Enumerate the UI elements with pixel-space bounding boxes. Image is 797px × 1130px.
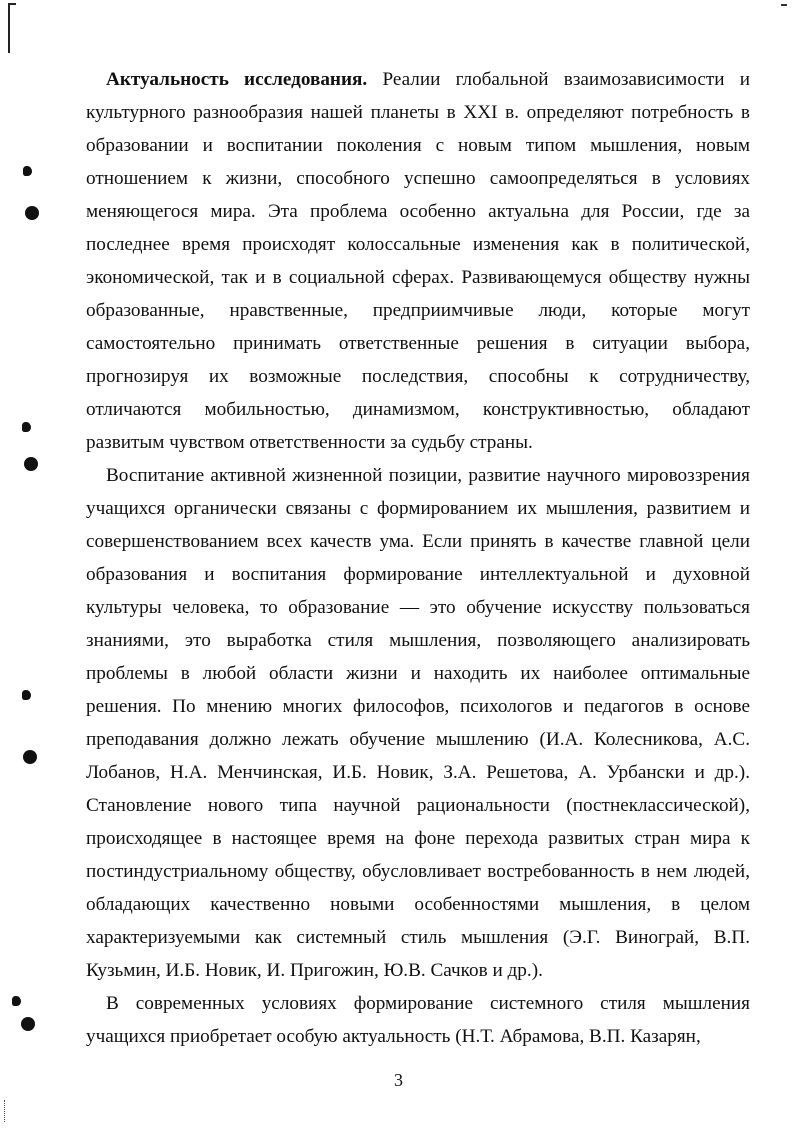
body-text — [86, 63, 750, 1053]
scan-corner-mark — [8, 3, 10, 53]
section-lead: Актуальность исследования. — [106, 69, 368, 90]
scan-tick — [781, 4, 787, 6]
scan-blot — [22, 422, 31, 432]
punch-hole — [21, 1017, 35, 1031]
punch-hole — [25, 206, 39, 220]
paragraph-systems-thinking: В современных условиях формирование системного стиля мышления учащихся приобретает особую актуальность (Н.Т. Абрамова, В.П. Казарян, — [86, 993, 750, 1047]
scan-blot — [23, 166, 32, 176]
page-number: 3 — [394, 1070, 403, 1090]
punch-hole — [24, 457, 38, 471]
scan-edge-ticks — [4, 1100, 7, 1122]
scan-blot — [22, 690, 31, 700]
paragraph-text: Реалии глобальной взаимозависимости и культурного разнообразия нашей планеты в XXI в. определяют потребность в образовании и воспитании поколения с новым типом мышления, новым отношением к жизни, способного успешно самоопределяться в условиях меняющегося мира. Эта проблема особенно актуальна для России, где за последнее время происходят колоссальные изменения как в политической, экономической, так и в социальной сферах. Развивающемуся обществу нужны образованные, нравственные, предприимчивые люди, которые могут самостоятельно принимать ответственные решения в ситуации выбора, прогнозируя их возможные последствия, способны к сотрудничеству, отличаются мобильностью, динамизмом, конструктивностью, обладают развитым чувством ответственности за судьбу страны. — [86, 69, 750, 453]
scan-blot — [12, 996, 21, 1006]
paragraph-relevance — [86, 63, 750, 459]
punch-hole — [23, 750, 37, 764]
paragraph-education: Воспитание активной жизненной позиции, развитие научного мировоззрения учащихся органически связаны с формированием их мышления, развитием и совершенствованием всех качеств ума. Если принять в качестве главной цели образования и воспитания формирование интеллектуальной и духовной культуры человека, то образование — это обучение искусству пользоваться знаниями, это выработка стиля мышления, позволяющего анализировать проблемы в любой области жизни и находить их наиболее оптимальные решения. По мнению многих философов, психологов и педагогов в основе преподавания должно лежать обучение мышлению (И.А. Колесникова, А.С. Лобанов, Н.А. Менчинская, И.Б. Новик, З.А. Решетова, А. Урбански и др.). Становление нового типа научной рациональности (постнеклассической), происходящее в настоящее время на фоне перехода развитых стран мира к постиндустриальному обществу, обусловливает востребованность в нем людей, обладающих качественно новыми особенностями мышления, в целом характеризуемыми как системный стиль мышления (Э.Г. Винограй, В.П. Кузьмин, И.Б. Новик, И. Пригожин, Ю.В. Сачков и др.). — [86, 465, 750, 981]
